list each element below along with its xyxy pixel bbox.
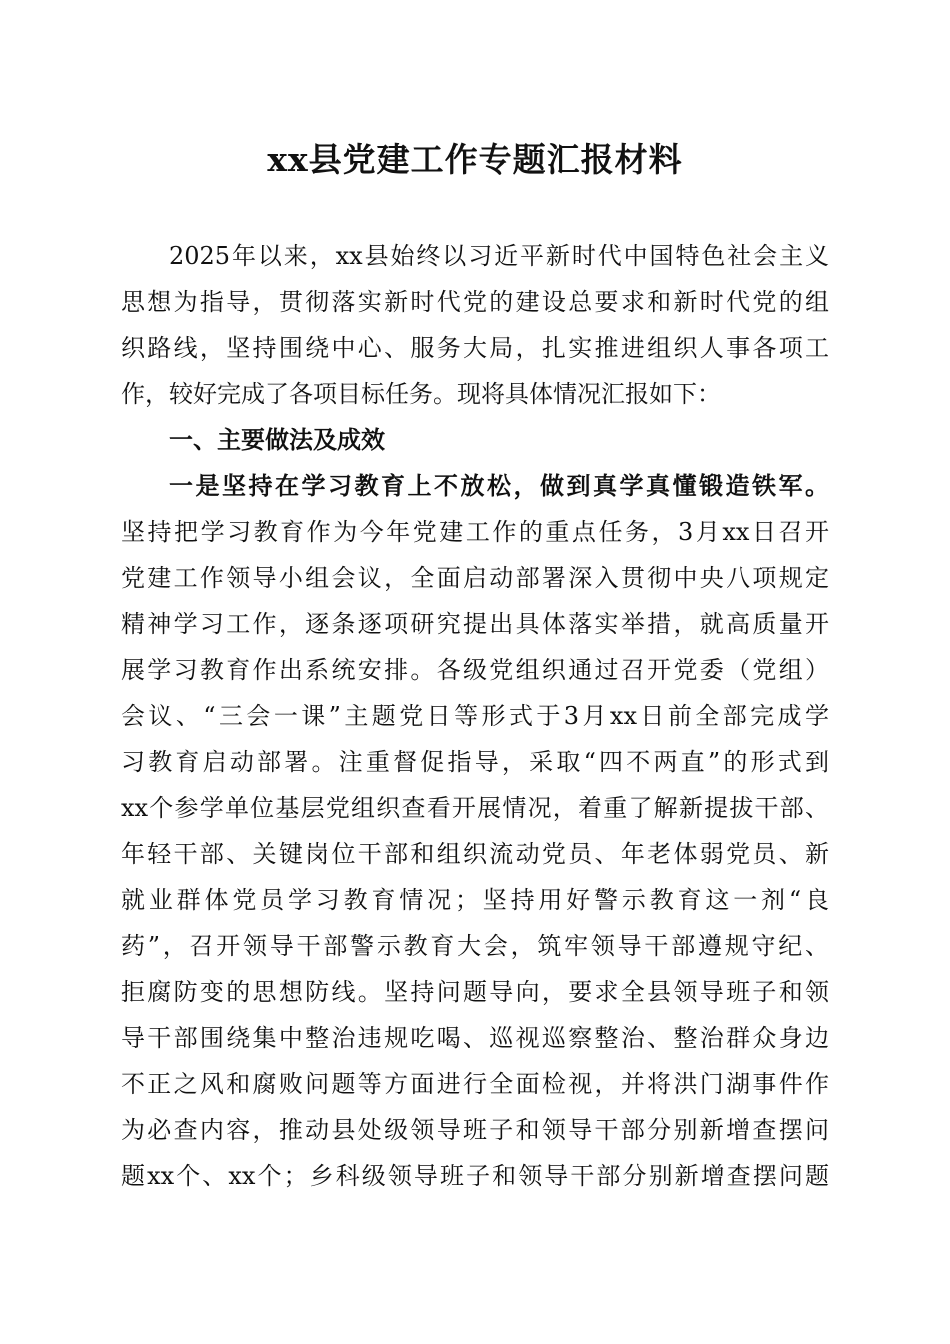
paragraph-body-line: 拒腐防变的思想防线。坚持问题导向，要求全县领导班子和领 — [121, 978, 829, 1006]
paragraph-body-line: 年轻干部、关键岗位干部和组织流动党员、年老体弱党员、新 — [121, 840, 829, 868]
paragraph-body-line: 党建工作领导小组会议，全面启动部署深入贯彻中央八项规定 — [121, 564, 829, 592]
paragraph-intro-line-3: 织路线，坚持围绕中心、服务大局，扎实推进组织人事各项工 — [121, 334, 829, 362]
subsection-lead-sentence: 一是坚持在学习教育上不放松，做到真学真懂锻造铁军。 — [169, 471, 829, 500]
paragraph-body-line: 为必查内容，推动县处级领导班子和领导干部分别新增查摆问 — [121, 1116, 829, 1144]
paragraph-body-line: 导干部围绕集中整治违规吃喝、巡视巡察整治、整治群众身边 — [121, 1024, 829, 1052]
section-heading: 一、主要做法及成效 — [169, 426, 385, 454]
document-body — [121, 233, 829, 1199]
paragraph-body-line: 习教育启动部署。注重督促指导，采取“四不两直”的形式到 — [121, 748, 829, 776]
paragraph-body-line: 坚持把学习教育作为今年党建工作的重点任务，3月xx日召开 — [121, 518, 829, 546]
paragraph-body-line: 题xx个、xx个；乡科级领导班子和领导干部分别新增查摆问题 — [121, 1162, 829, 1190]
paragraph-intro-line-4: 作，较好完成了各项目标任务。现将具体情况汇报如下： — [121, 380, 721, 408]
paragraph-intro-line-1: 2025年以来，xx县始终以习近平新时代中国特色社会主义 — [169, 242, 829, 270]
paragraph-intro-line-2: 思想为指导，贯彻落实新时代党的建设总要求和新时代党的组 — [121, 288, 829, 316]
paragraph-body-line: 就业群体党员学习教育情况；坚持用好警示教育这一剂“良 — [121, 886, 829, 914]
document-title: xx县党建工作专题汇报材料 — [267, 140, 683, 179]
paragraph-body-line: xx个参学单位基层党组织查看开展情况，着重了解新提拔干部、 — [121, 794, 829, 822]
paragraph-body-line: 会议、“三会一课”主题党日等形式于3月xx日前全部完成学 — [121, 702, 829, 730]
paragraph-body-line: 精神学习工作，逐条逐项研究提出具体落实举措，就高质量开 — [121, 610, 829, 638]
paragraph-body-line: 展学习教育作出系统安排。各级党组织通过召开党委（党组） — [121, 656, 829, 684]
paragraph-body-line: 不正之风和腐败问题等方面进行全面检视，并将洪门湖事件作 — [121, 1070, 829, 1098]
paragraph-body-line: 药”，召开领导干部警示教育大会，筑牢领导干部遵规守纪、 — [121, 932, 829, 960]
